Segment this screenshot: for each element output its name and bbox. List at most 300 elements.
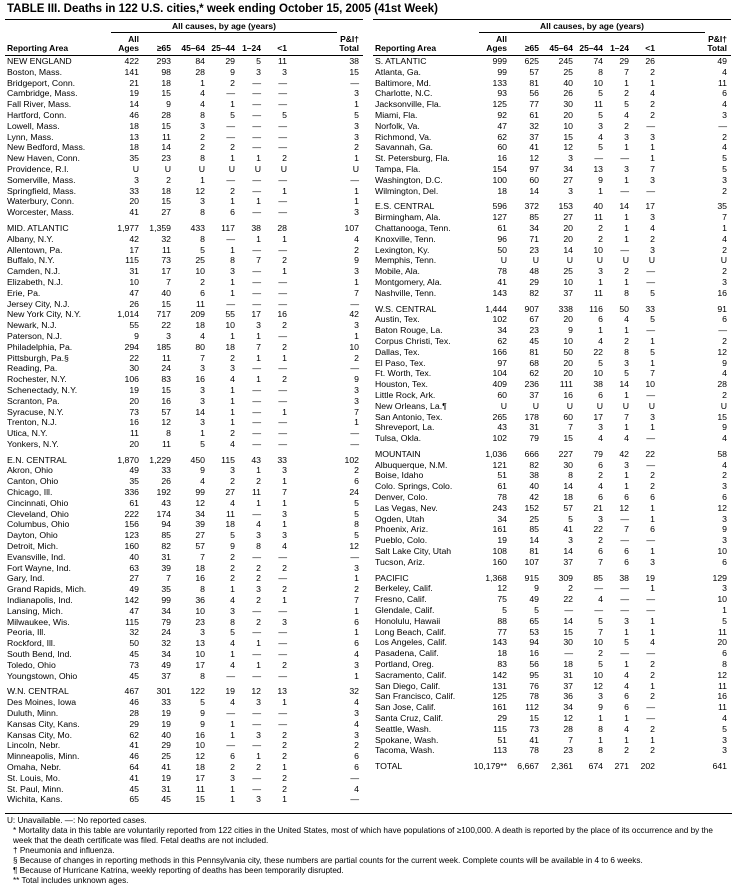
value-cell: 1 [230, 384, 235, 395]
value-cell: 49 [717, 56, 727, 66]
value-cell: 5 [282, 109, 287, 120]
value-cell: — [252, 244, 261, 255]
value-cell: 64 [129, 762, 139, 772]
reporting-area-cell: Schenectady, N.Y. [7, 384, 78, 395]
value-cell: 8 [200, 207, 205, 218]
value-cell: — [278, 244, 287, 255]
value-cell: 1 [650, 680, 655, 691]
value-cell: — [620, 244, 629, 255]
reporting-area-cell: Elizabeth, N.J. [7, 276, 64, 287]
reporting-area-cell: Fort Wayne, Ind. [7, 562, 71, 573]
value-cell: — [252, 276, 261, 287]
value-cell: 5 [650, 287, 655, 298]
value-cell: 14 [529, 185, 539, 196]
table-row [373, 627, 731, 638]
value-cell: — [252, 508, 261, 519]
value-cell: 1 [256, 659, 261, 670]
reporting-area-cell: Ft. Worth, Tex. [375, 368, 432, 379]
reporting-area-cell: Newark, N.J. [7, 320, 57, 331]
table-row [5, 730, 363, 741]
value-cell: — [252, 649, 261, 660]
value-cell: 5 [598, 142, 603, 153]
value-cell: 1 [598, 713, 603, 724]
value-cell: 5 [624, 99, 629, 110]
table-row [373, 88, 731, 99]
value-cell: 1 [624, 174, 629, 185]
reporting-area-cell: NEW ENGLAND [7, 56, 72, 66]
value-cell: 11 [195, 298, 205, 309]
value-cell: 2 [650, 669, 655, 680]
value-cell: 5 [650, 346, 655, 357]
value-cell: 1 [256, 638, 261, 649]
reporting-area-cell: PACIFIC [375, 572, 409, 583]
value-cell: 49 [129, 584, 139, 595]
value-cell: 19 [129, 88, 139, 99]
value-cell: 3 [256, 66, 261, 77]
reporting-area-cell: TOTAL [375, 761, 403, 772]
value-cell: 4 [230, 595, 235, 606]
value-cell: — [226, 708, 235, 719]
value-cell: 19 [645, 572, 655, 583]
value-cell: 27 [225, 487, 235, 498]
table-row [373, 132, 731, 143]
value-cell: U [500, 255, 507, 266]
value-cell: 18 [195, 320, 205, 331]
value-cell: 2 [282, 320, 287, 331]
table-row [5, 245, 363, 256]
value-cell: 83 [497, 659, 507, 670]
value-cell: 125 [492, 691, 507, 702]
column-header-row [5, 33, 363, 56]
reporting-area-cell: Tucson, Ariz. [375, 556, 425, 567]
value-cell: — [252, 142, 261, 153]
value-cell: 85 [529, 524, 539, 535]
reporting-area-cell: Pittsburgh, Pa.§ [7, 352, 69, 363]
table-row [5, 56, 363, 67]
value-cell: 15 [161, 384, 171, 395]
value-cell: 10 [129, 276, 139, 287]
value-cell: 61 [497, 481, 507, 492]
value-cell: 16 [195, 573, 205, 584]
value-cell: 450 [190, 454, 205, 465]
value-cell: 3 [256, 729, 261, 740]
value-cell: 1 [624, 325, 629, 336]
value-cell: 4 [624, 669, 629, 680]
value-cell: 12 [349, 541, 359, 552]
table-row [373, 255, 731, 266]
col-1-24: 1–24 [610, 43, 629, 53]
value-cell: 7 [650, 368, 655, 379]
value-cell: 50 [619, 303, 629, 314]
value-cell: 202 [640, 761, 655, 772]
value-cell: 133 [492, 77, 507, 88]
value-cell: 115 [493, 723, 507, 734]
reporting-area-cell: Kansas City, Kans. [7, 718, 80, 729]
value-cell: 6 [624, 691, 629, 702]
value-cell: 79 [593, 448, 603, 459]
value-cell: 2 [722, 185, 727, 196]
value-cell: 31 [563, 669, 573, 680]
value-cell: 57 [529, 66, 539, 77]
col-1-24: 1–24 [242, 43, 261, 53]
value-cell: 34 [497, 325, 507, 336]
value-cell: 53 [529, 626, 539, 637]
value-cell: 1 [230, 153, 235, 164]
value-cell: — [278, 298, 287, 309]
value-cell: 45 [529, 335, 539, 346]
value-cell: 1,359 [149, 222, 171, 233]
value-cell: 3 [568, 535, 573, 546]
value-cell: — [278, 142, 287, 153]
value-cell: 1 [282, 352, 287, 363]
reporting-area-cell: Springfield, Mass. [7, 185, 77, 196]
reporting-area-cell: Houston, Tex. [375, 379, 428, 390]
value-cell: — [278, 718, 287, 729]
value-cell: 6 [200, 287, 205, 298]
table-row [373, 449, 731, 460]
value-cell: 5 [624, 637, 629, 648]
reporting-area-cell: Savannah, Ga. [375, 142, 433, 153]
value-cell: 15 [563, 626, 573, 637]
reporting-area-cell: Jacksonville, Fla. [375, 99, 442, 110]
table-row [5, 309, 363, 320]
table-row [5, 541, 363, 552]
table-row [373, 481, 731, 492]
value-cell: 3 [354, 320, 359, 331]
value-cell: 2 [354, 244, 359, 255]
reporting-area-cell: Rockford, Ill. [7, 638, 56, 649]
value-cell: 6 [354, 751, 359, 762]
value-cell: 40 [593, 201, 603, 212]
value-cell: 1 [282, 476, 287, 487]
value-cell: U [622, 255, 629, 266]
value-cell: 34 [497, 513, 507, 524]
col-25-44: 25–44 [579, 43, 603, 53]
value-cell: 4 [230, 438, 235, 449]
value-cell: 18 [563, 659, 573, 670]
value-cell: 2 [282, 562, 287, 573]
value-cell: 47 [129, 605, 139, 616]
value-cell: — [252, 88, 261, 99]
reporting-area-cell: Norfolk, Va. [375, 120, 420, 131]
value-cell: 4 [650, 88, 655, 99]
value-cell: 11 [161, 131, 171, 142]
value-cell: 1 [624, 470, 629, 481]
value-cell: 30 [129, 363, 139, 374]
value-cell: 10 [593, 368, 603, 379]
value-cell: 4 [722, 99, 727, 110]
value-cell: 27 [563, 212, 573, 223]
value-cell: 3 [200, 627, 205, 638]
table-row [5, 299, 363, 310]
value-cell: 7 [354, 595, 359, 606]
value-cell: 1 [354, 185, 359, 196]
value-cell: 26 [645, 56, 655, 66]
value-cell: 14 [563, 244, 573, 255]
value-cell: 2 [282, 374, 287, 385]
table-row [5, 153, 363, 164]
value-cell: 152 [524, 502, 539, 513]
value-cell: 1,444 [485, 303, 507, 314]
value-cell: 57 [161, 406, 171, 417]
value-cell: 3 [722, 276, 727, 287]
reporting-area-cell: Baton Rouge, La. [375, 325, 443, 336]
value-cell: 40 [129, 551, 139, 562]
value-cell: 4 [598, 335, 603, 346]
table-row [373, 368, 731, 379]
value-cell: 3 [200, 395, 205, 406]
value-cell: 2 [282, 584, 287, 595]
table-row [373, 503, 731, 514]
value-cell: 37 [563, 680, 573, 691]
table-row [5, 223, 363, 234]
value-cell: 1 [200, 174, 205, 185]
value-cell: 38 [529, 470, 539, 481]
value-cell: — [278, 438, 287, 449]
value-cell: — [252, 627, 261, 638]
value-cell: 3 [722, 734, 727, 745]
value-cell: 60 [497, 389, 507, 400]
reporting-area-cell: Denver, Colo. [375, 492, 428, 503]
value-cell: 7 [166, 573, 171, 584]
col-under-1: <1 [277, 43, 287, 53]
value-cell: — [252, 174, 261, 185]
value-cell: 67 [529, 314, 539, 325]
value-cell: 46 [129, 109, 139, 120]
value-cell: 25 [529, 513, 539, 524]
value-cell: 19 [225, 686, 235, 697]
reporting-area-cell: Reading, Pa. [7, 363, 58, 374]
value-cell: 107 [524, 556, 539, 567]
value-cell: — [646, 648, 655, 659]
table-row [5, 509, 363, 520]
value-cell: 1 [650, 153, 655, 164]
value-cell: 1 [282, 266, 287, 277]
value-cell: — [278, 605, 287, 616]
value-cell: 1,229 [149, 454, 171, 465]
value-cell: 625 [524, 56, 539, 66]
reporting-area-cell: Worcester, Mass. [7, 207, 74, 218]
value-cell: — [278, 131, 287, 142]
reporting-area-cell: Salt Lake City, Utah [375, 546, 452, 557]
reporting-area-cell: San Jose, Calif. [375, 702, 436, 713]
value-cell: 22 [129, 352, 139, 363]
value-cell: 2 [230, 77, 235, 88]
value-cell: 2 [230, 142, 235, 153]
reporting-area-cell: Cambridge, Mass. [7, 88, 78, 99]
value-cell: 45 [161, 794, 171, 805]
value-cell: 166 [492, 346, 507, 357]
value-cell: 98 [161, 66, 171, 77]
value-cell: 121 [492, 459, 507, 470]
table-row [373, 713, 731, 724]
value-cell: U [596, 400, 603, 411]
col-reporting-area: Reporting Area [7, 43, 69, 53]
value-cell: 4 [230, 659, 235, 670]
value-cell: 1,014 [117, 309, 139, 320]
value-cell: — [226, 670, 235, 681]
reporting-area-cell: Syracuse, N.Y. [7, 406, 64, 417]
value-cell: — [278, 417, 287, 428]
value-cell: 3 [568, 153, 573, 164]
value-cell: 40 [161, 729, 171, 740]
value-cell: 3 [200, 196, 205, 207]
value-cell: 112 [525, 702, 539, 713]
value-cell: 19 [161, 708, 171, 719]
table-row [5, 638, 363, 649]
value-cell: 78 [529, 691, 539, 702]
value-cell: 7 [624, 524, 629, 535]
value-cell: 3 [200, 417, 205, 428]
value-cell: 12 [529, 153, 539, 164]
value-cell: 35 [717, 201, 727, 212]
value-cell: 106 [124, 374, 139, 385]
value-cell: 9 [722, 524, 727, 535]
value-cell: — [252, 185, 261, 196]
value-cell: 17 [593, 411, 603, 422]
value-cell: 8 [166, 428, 171, 439]
value-cell: 1 [354, 196, 359, 207]
value-cell: 4 [200, 476, 205, 487]
reporting-area-cell: Lincoln, Nebr. [7, 740, 61, 751]
value-cell: 1 [256, 751, 261, 762]
value-cell: 94 [161, 519, 171, 530]
value-cell: — [646, 266, 655, 277]
value-cell: 97 [497, 357, 507, 368]
value-cell: 91 [717, 303, 727, 314]
value-cell: 40 [529, 481, 539, 492]
value-cell: 77 [497, 626, 507, 637]
value-cell: 18 [161, 77, 171, 88]
value-cell: 33 [129, 185, 139, 196]
value-cell: 65 [529, 615, 539, 626]
value-cell: 8 [200, 670, 205, 681]
left-table-body [5, 56, 363, 805]
table-row [5, 164, 363, 175]
value-cell: 36 [563, 691, 573, 702]
value-cell: 17 [195, 772, 205, 783]
value-cell: 4 [624, 680, 629, 691]
table-row [373, 670, 731, 681]
value-cell: 10 [593, 669, 603, 680]
value-cell: — [620, 513, 629, 524]
table-row [373, 347, 731, 358]
reporting-area-cell: Ogden, Utah [375, 513, 425, 524]
value-cell: U [254, 163, 261, 174]
table-row [5, 465, 363, 476]
value-cell: — [252, 406, 261, 417]
value-cell: 60 [529, 174, 539, 185]
table-row [5, 573, 363, 584]
value-cell: 2 [282, 153, 287, 164]
value-cell: — [252, 605, 261, 616]
value-cell: 8 [256, 541, 261, 552]
table-row [373, 379, 731, 390]
value-cell: 8 [230, 255, 235, 266]
age-group-label: All causes, by age (years) [111, 21, 337, 33]
value-cell: 12 [195, 751, 205, 762]
value-cell: 9 [598, 174, 603, 185]
value-cell: 27 [129, 573, 139, 584]
value-cell: 1 [282, 794, 287, 805]
table-row [373, 492, 731, 503]
value-cell: 82 [529, 459, 539, 470]
value-cell: 12 [717, 502, 727, 513]
table-row [5, 439, 363, 450]
value-cell: 1 [354, 627, 359, 638]
value-cell: 1 [598, 734, 603, 745]
table-row [5, 342, 363, 353]
reporting-area-cell: South Bend, Ind. [7, 649, 72, 660]
value-cell: 141 [124, 66, 139, 77]
value-cell: 10 [717, 546, 727, 557]
value-cell: — [252, 783, 261, 794]
table-row [5, 530, 363, 541]
value-cell: 22 [563, 594, 573, 605]
value-cell: 68 [529, 357, 539, 368]
table-row [5, 751, 363, 762]
value-cell: 41 [129, 740, 139, 751]
value-cell: 1 [650, 734, 655, 745]
value-cell: 3 [722, 583, 727, 594]
reporting-area-cell: St. Paul, Minn. [7, 783, 64, 794]
value-cell: 84 [195, 56, 205, 66]
value-cell: — [646, 459, 655, 470]
reporting-area-cell: Albany, N.Y. [7, 233, 54, 244]
value-cell: 1 [354, 605, 359, 616]
value-cell: 4 [722, 713, 727, 724]
value-cell: — [278, 77, 287, 88]
value-cell: 18 [497, 185, 507, 196]
reporting-area-cell: MOUNTAIN [375, 448, 421, 459]
value-cell: 32 [161, 233, 171, 244]
value-cell: — [278, 88, 287, 99]
value-cell: 3 [230, 266, 235, 277]
value-cell: 93 [497, 88, 507, 99]
value-cell: 62 [497, 131, 507, 142]
value-cell: 51 [497, 470, 507, 481]
value-cell: 40 [563, 77, 573, 88]
reporting-area-cell: Scranton, Pa. [7, 395, 60, 406]
reporting-area-cell: Wichita, Kans. [7, 794, 63, 805]
value-cell: 3 [354, 659, 359, 670]
value-cell: 6 [624, 492, 629, 503]
table-row [373, 234, 731, 245]
reporting-area-cell: Trenton, N.J. [7, 417, 57, 428]
col-25-44: 25–44 [211, 43, 235, 53]
value-cell: — [620, 185, 629, 196]
value-cell: 100 [492, 174, 507, 185]
value-cell: 12 [619, 502, 629, 513]
value-cell: — [350, 77, 359, 88]
reporting-area-cell: Minneapolis, Minn. [7, 751, 80, 762]
value-cell: 14 [129, 99, 139, 110]
reporting-area-cell: Knoxville, Tenn. [375, 233, 436, 244]
value-cell: 2 [598, 222, 603, 233]
value-cell: 73 [129, 659, 139, 670]
value-cell: U [132, 163, 139, 174]
value-cell: 17 [251, 309, 261, 320]
value-cell: 10 [593, 244, 603, 255]
value-cell: 40 [161, 287, 171, 298]
value-cell: 3 [624, 163, 629, 174]
value-cell: 18 [161, 185, 171, 196]
value-cell: 34 [195, 508, 205, 519]
value-cell: 9 [134, 330, 139, 341]
value-cell: 2 [722, 244, 727, 255]
reporting-area-cell: Baltimore, Md. [375, 77, 432, 88]
value-cell: 7 [200, 352, 205, 363]
